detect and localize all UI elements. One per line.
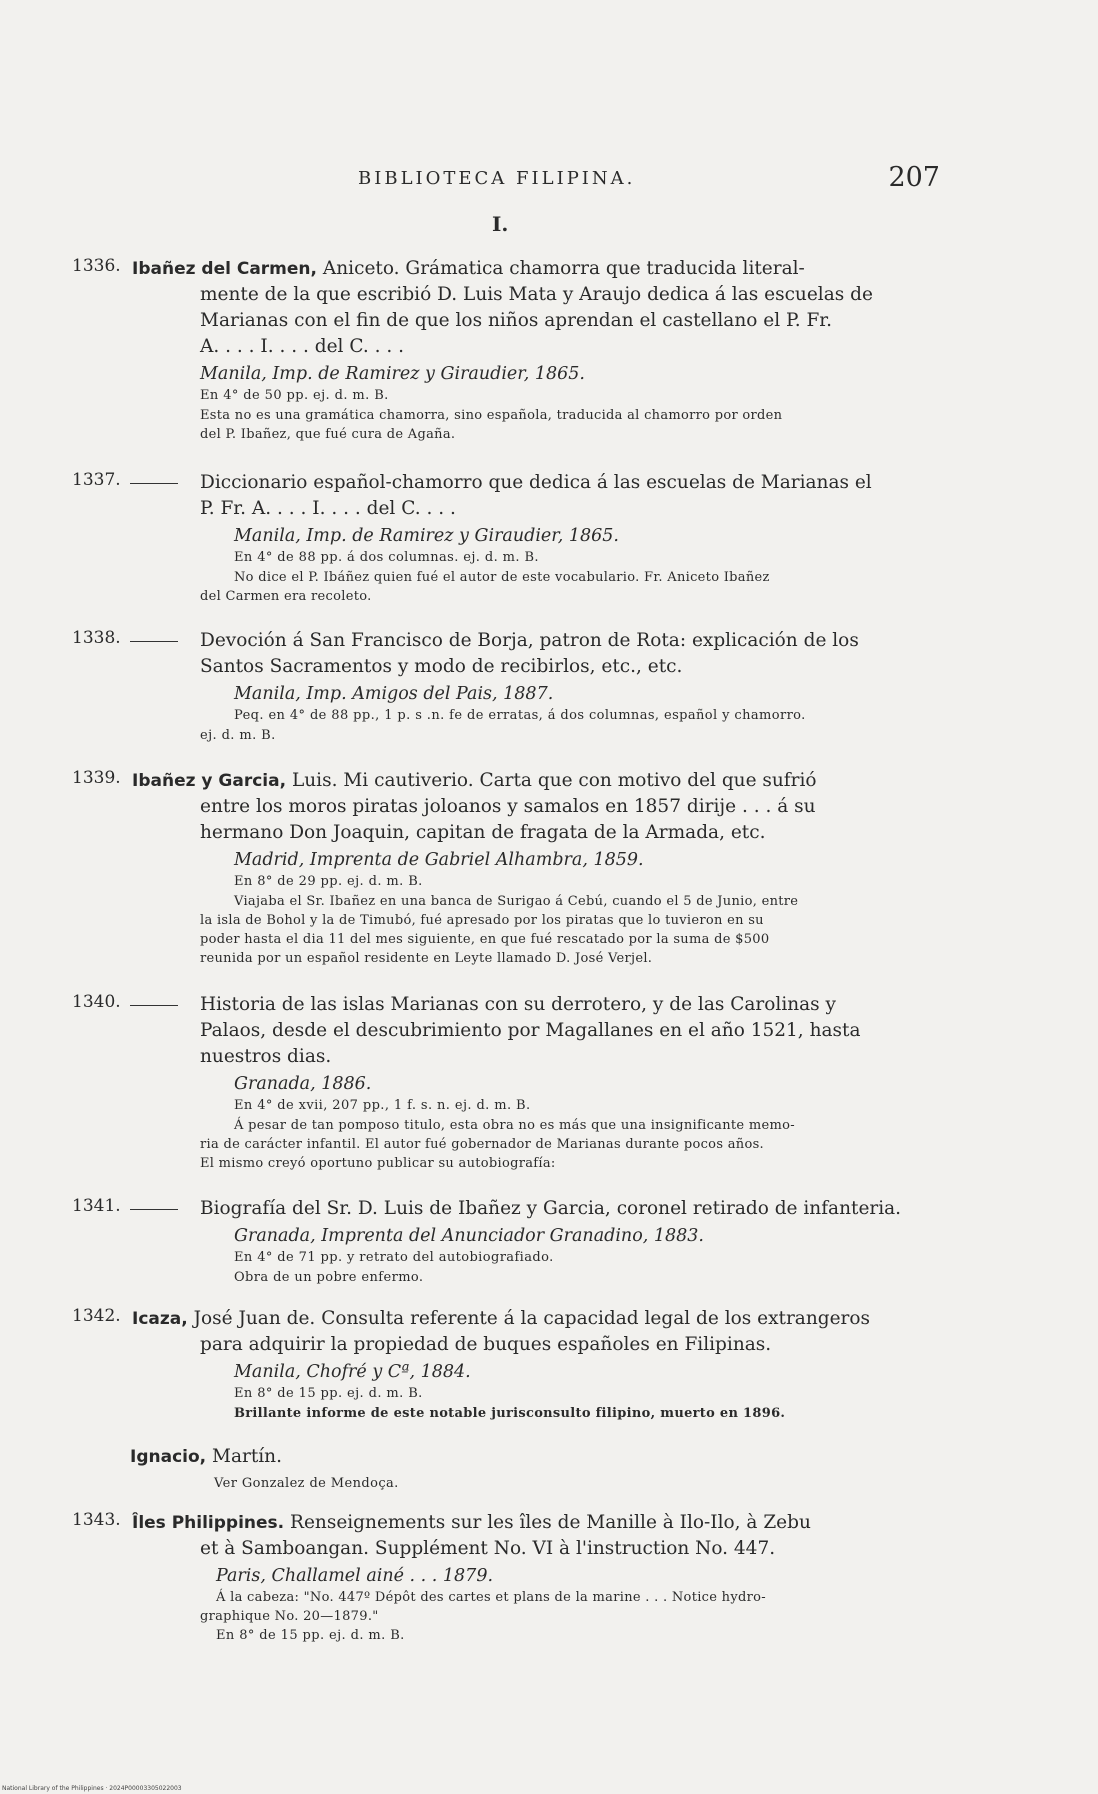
entry-note: ria de carácter infantil. El autor fué gobernador de Marianas durante pocos años. xyxy=(200,1137,764,1152)
entry-1341 xyxy=(62,1196,942,1288)
entry-author: Icaza, xyxy=(132,1309,188,1329)
entry-note: Á pesar de tan pomposo titulo, esta obra no es más que una insignificante memo- xyxy=(234,1118,795,1133)
page-header xyxy=(358,162,940,196)
entry-note: Esta no es una gramática chamorra, sino española, traducida al chamorro por orden xyxy=(200,408,783,423)
entry-description: ej. d. m. B. xyxy=(200,728,276,743)
entry-title: Mi cautiverio. Carta que con motivo del que sufrió xyxy=(343,770,817,791)
entry-author-given: Aniceto. xyxy=(322,258,400,279)
entry-author: Ibañez del Carmen, xyxy=(132,259,317,279)
entry-imprint: Manila, Chofré y Cª, 1884. xyxy=(234,1362,471,1382)
library-stamp: National Library of the Philippines · 2024P00003305022003 xyxy=(2,1785,182,1792)
entry-author-given: José Juan de. xyxy=(193,1308,316,1329)
section-letter: I. xyxy=(492,212,509,236)
entry-description: En 4° de 50 pp. ej. d. m. B. xyxy=(200,388,389,403)
entry-title: Devoción á San Francisco de Borja, patron de Rota: explicación de los xyxy=(200,630,859,651)
entry-title-cont: hermano Don Joaquin, capitan de fragata de la Armada, etc. xyxy=(200,822,766,843)
entry-1340 xyxy=(62,992,942,1173)
entry-author: Ignacio, xyxy=(130,1447,207,1467)
entry-note: No dice el P. Ibáñez quien fué el autor de este vocabulario. Fr. Aniceto Ibañez xyxy=(234,570,770,585)
entry-number: 1342. xyxy=(72,1306,121,1326)
entry-imprint: Granada, Imprenta del Anunciador Granadino, 1883. xyxy=(234,1226,704,1246)
entry-note: Brillante informe de este notable jurisconsulto filipino, muerto en 1896. xyxy=(234,1406,786,1421)
ditto-dash xyxy=(130,483,178,484)
entry-number: 1336. xyxy=(72,256,121,276)
entry-title-cont: Santos Sacramentos y modo de recibirlos, etc., etc. xyxy=(200,656,683,677)
entry-description: En 8° de 15 pp. ej. d. m. B. xyxy=(234,1386,423,1401)
entry-title: Grámatica chamorra que traducida literal- xyxy=(405,258,805,279)
running-title: BIBLIOTECA FILIPINA. xyxy=(358,168,636,189)
entry-imprint: Manila, Imp. Amigos del Pais, 1887. xyxy=(234,684,554,704)
entry-description: En 8° de 15 pp. ej. d. m. B. xyxy=(216,1628,405,1643)
ditto-dash xyxy=(130,1005,178,1006)
entry-note: reunida por un español residente en Leyte llamado D. José Verjel. xyxy=(200,951,653,966)
entry-1338 xyxy=(62,628,942,746)
entry-note: Viajaba el Sr. Ibañez en una banca de Surigao á Cebú, cuando el 5 de Junio, entre xyxy=(234,894,799,909)
entry-description: En 4° de 88 pp. á dos columnas. ej. d. m. B. xyxy=(234,550,539,565)
entry-number: 1338. xyxy=(72,628,121,648)
entry-title: Biografía del Sr. D. Luis de Ibañez y Garcia, coronel retirado de infanteria. xyxy=(200,1198,902,1219)
entry-imprint: Madrid, Imprenta de Gabriel Alhambra, 1859. xyxy=(234,850,644,870)
entry-1339 xyxy=(62,768,942,968)
entry-imprint: Granada, 1886. xyxy=(234,1074,372,1094)
entry-title-cont: et à Samboangan. Supplément No. VI à l'instruction No. 447. xyxy=(200,1538,776,1559)
entry-ignacio xyxy=(62,1444,942,1494)
entry-imprint: Manila, Imp. de Ramirez y Giraudier, 1865. xyxy=(234,526,619,546)
entry-1342 xyxy=(62,1306,942,1423)
entry-number: 1340. xyxy=(72,992,121,1012)
entry-1343 xyxy=(62,1510,942,1646)
entry-imprint: Manila, Imp. de Ramirez y Giraudier, 1865. xyxy=(200,364,585,384)
entry-description: En 4° de 71 pp. y retrato del autobiografiado. xyxy=(234,1250,554,1265)
entry-title-cont: Palaos, desde el descubrimiento por Magallanes en el año 1521, hasta xyxy=(200,1020,861,1041)
entry-number: 1343. xyxy=(72,1510,121,1530)
entry-note: la isla de Bohol y la de Timubó, fué apresado por los piratas que lo tuvieron en su xyxy=(200,913,764,928)
entry-author-given: Luis. xyxy=(291,770,338,791)
ditto-dash xyxy=(130,641,178,642)
entry-title-cont: A. . . . I. . . . del C. . . . xyxy=(200,336,405,357)
cross-reference-link[interactable]: Ver Gonzalez de Mendoça. xyxy=(214,1476,399,1491)
entry-title: Historia de las islas Marianas con su derrotero, y de las Carolinas y xyxy=(200,994,837,1015)
entry-title-cont: entre los moros piratas joloanos y samalos en 1857 dirije . . . á su xyxy=(200,796,816,817)
entry-number: 1337. xyxy=(72,470,121,490)
entry-note: graphique No. 20—1879." xyxy=(200,1609,379,1624)
entry-title-cont: para adquirir la propiedad de buques españoles en Filipinas. xyxy=(200,1334,772,1355)
ditto-dash xyxy=(130,1209,178,1210)
entry-note: poder hasta el dia 11 del mes siguiente, en que fué rescatado por la suma de $500 xyxy=(200,932,770,947)
entry-title: Renseignements sur les îles de Manille à Ilo-Ilo, à Zebu xyxy=(290,1512,811,1533)
entry-1337 xyxy=(62,470,942,606)
entry-description: En 8° de 29 pp. ej. d. m. B. xyxy=(234,874,423,889)
page-number: 207 xyxy=(888,162,940,193)
entry-title: Consulta referente á la capacidad legal de los extrangeros xyxy=(321,1308,871,1329)
entry-title-cont: mente de la que escribió D. Luis Mata y Araujo dedica á las escuelas de xyxy=(200,284,873,305)
entry-note: El mismo creyó oportuno publicar su autobiografía: xyxy=(200,1156,556,1171)
entry-title-cont: P. Fr. A. . . . I. . . . del C. . . . xyxy=(200,498,456,519)
entry-1336 xyxy=(62,256,942,444)
entry-author-given: Martín. xyxy=(212,1446,282,1467)
entry-description: Peq. en 4° de 88 pp., 1 p. s .n. fe de erratas, á dos columnas, español y chamorro. xyxy=(234,708,806,723)
entry-note: del Carmen era recoleto. xyxy=(200,589,372,604)
entry-author: Îles Philippines. xyxy=(132,1513,285,1533)
entry-title: Diccionario español-chamorro que dedica á las escuelas de Marianas el xyxy=(200,472,872,493)
entry-number: 1339. xyxy=(72,768,121,788)
entry-title-cont: nuestros dias. xyxy=(200,1046,332,1067)
entry-note: del P. Ibañez, que fué cura de Agaña. xyxy=(200,427,456,442)
entry-imprint: Paris, Challamel ainé . . . 1879. xyxy=(216,1566,494,1586)
entry-author: Ibañez y Garcia, xyxy=(132,771,287,791)
entry-note: Á la cabeza: "No. 447º Dépôt des cartes et plans de la marine . . . Notice hydro- xyxy=(216,1590,766,1605)
entry-description: En 4° de xvii, 207 pp., 1 f. s. n. ej. d. m. B. xyxy=(234,1098,531,1113)
entry-number: 1341. xyxy=(72,1196,121,1216)
entry-description: Obra de un pobre enfermo. xyxy=(234,1270,424,1285)
entry-title-cont: Marianas con el fin de que los niños aprendan el castellano el P. Fr. xyxy=(200,310,832,331)
